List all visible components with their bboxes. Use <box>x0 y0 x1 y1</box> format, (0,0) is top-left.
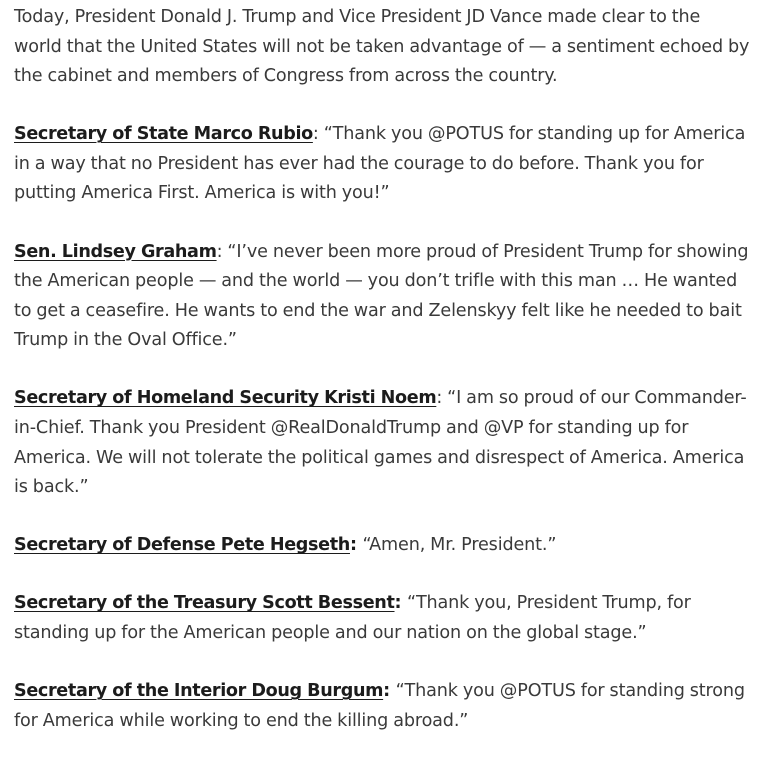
speaker-link-bessent[interactable]: Secretary of the Treasury Scott Bessent <box>14 593 395 614</box>
statement-noem <box>14 384 750 502</box>
statement-quote: “Thank you @POTUS for standing strong for America while working to end the killing abroad.” <box>14 681 745 731</box>
speaker-link-rubio[interactable]: Secretary of State Marco Rubio <box>14 124 313 145</box>
speaker-link-hegseth[interactable]: Secretary of Defense Pete Hegseth <box>14 535 350 556</box>
statement-quote: “I’ve never been more proud of President Trump for showing the American people — and the world — you don’t trifle with this man … He wanted to get a ceasefire. He wants to end the war and Zelenskyy felt like he needed to bait Trump in the Oval Office.” <box>14 241 749 351</box>
statement-graham <box>14 238 750 356</box>
statement-quote: “Amen, Mr. President.” <box>362 535 557 556</box>
statement-separator: : <box>383 681 396 702</box>
statement-separator: : <box>349 535 363 556</box>
statement-burgum <box>14 677 750 736</box>
statement-separator: : <box>312 124 324 145</box>
statement-quote: “Thank you @POTUS for standing up for America in a way that no President has ever had the courage to do before. Thank you for putting America First. America is with you!” <box>14 124 746 204</box>
statement-bessent <box>14 589 750 648</box>
speaker-link-noem[interactable]: Secretary of Homeland Security Kristi Noem <box>14 388 437 409</box>
speaker-link-graham[interactable]: Sen. Lindsey Graham <box>14 241 217 262</box>
statement-hegseth <box>14 531 750 561</box>
speaker-link-burgum[interactable]: Secretary of the Interior Doug Burgum <box>14 681 384 702</box>
statement-separator: : <box>394 593 407 614</box>
statement-quote: “I am so proud of our Commander-in-Chief. Thank you President @RealDonaldTrump and @VP for standing up for America. We will not tolerate the political games and disrespect of America. America is back.” <box>14 388 747 498</box>
statement-quote: “Thank you, President Trump, for standing up for the American people and our nation on the global stage.” <box>14 593 691 643</box>
statement-rubio <box>14 120 750 209</box>
statement-separator: : <box>216 241 228 262</box>
article-body <box>14 3 750 765</box>
intro-paragraph: Today, President Donald J. Trump and Vice President JD Vance made clear to the world that the United States will not be taken advantage of — a sentiment echoed by the cabinet and members of Congress from across the country. <box>14 7 750 87</box>
statement-separator: : <box>436 388 448 409</box>
